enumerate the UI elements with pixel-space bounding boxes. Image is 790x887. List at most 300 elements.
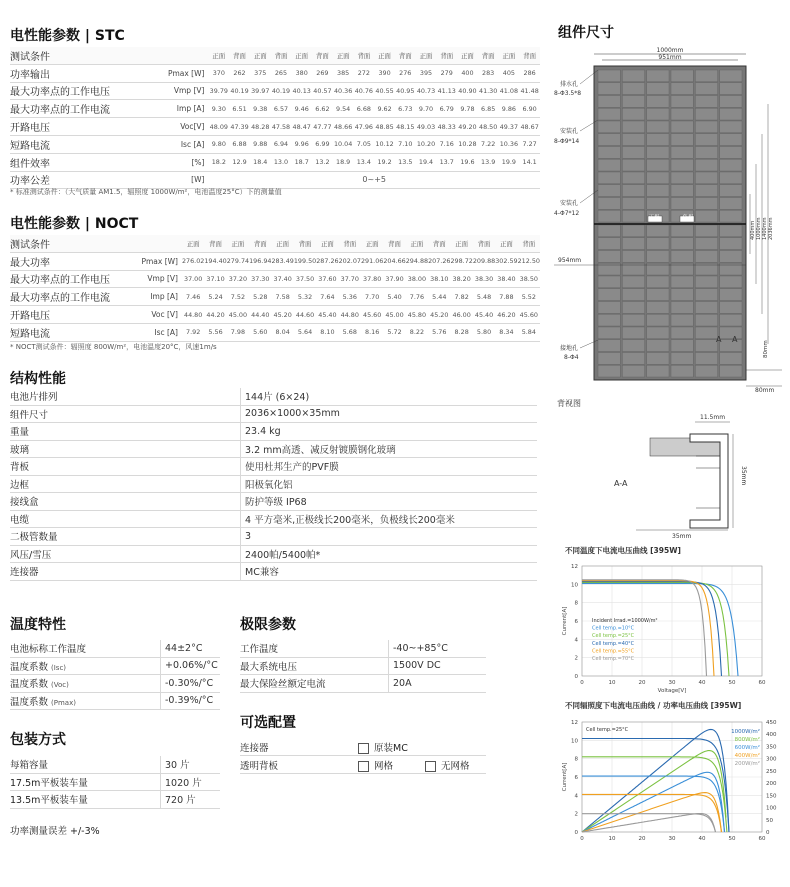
legend-entry: Cell temp.=70°C <box>592 656 635 662</box>
mech-row <box>10 458 537 476</box>
stc-value-cell: 10.36 <box>499 135 520 153</box>
x-tick-label: 50 <box>728 680 736 686</box>
noct-value-cell: 5.52 <box>518 288 540 306</box>
limits-row <box>240 675 486 693</box>
noct-value-cell: 44.20 <box>204 306 226 324</box>
noct-header-cell: 背面 <box>473 235 495 252</box>
solar-cell <box>598 70 620 82</box>
solar-cell <box>647 251 669 263</box>
stc-row <box>10 64 540 82</box>
packing-value: 30 片 <box>161 756 221 773</box>
stc-header-cell: 正面 <box>374 47 395 64</box>
packing-key-text: 13.5m平板装车量 <box>10 795 88 807</box>
noct-value-cell: 302.59 <box>495 252 517 270</box>
solar-cell <box>720 147 742 159</box>
noct-value-cell: 37.10 <box>204 270 226 288</box>
solar-cell <box>598 276 620 288</box>
solar-cell <box>647 327 669 339</box>
legend-entry: Incident Irrad.=1000W/m² <box>592 618 658 624</box>
iv-series-line <box>582 739 729 833</box>
solar-cell <box>695 96 717 108</box>
solar-cell <box>598 289 620 301</box>
vertical-dims <box>750 104 774 344</box>
stc-value-cell: 47.39 <box>229 118 250 136</box>
noct-value-cell: 5.68 <box>339 323 361 341</box>
noct-value-cell: 45.20 <box>271 306 293 324</box>
x-tick-label: 60 <box>758 836 766 842</box>
noct-row-label: 开路电压 <box>10 306 131 324</box>
mech-row <box>10 545 537 563</box>
solar-cell <box>598 340 620 352</box>
stc-header-label: 测试条件 <box>10 47 150 64</box>
stc-value-cell: 48.47 <box>291 118 312 136</box>
stc-row-unit: Vmp [V] <box>150 82 209 100</box>
solar-cell <box>695 121 717 133</box>
solar-cell <box>622 172 644 184</box>
mech-key-text: 重量 <box>10 427 30 439</box>
noct-value-cell: 294.88 <box>406 252 428 270</box>
noct-header-cell: 正面 <box>495 235 517 252</box>
noct-value-cell: 287.26 <box>316 252 338 270</box>
mech-row <box>10 510 537 528</box>
noct-value-cell: 37.90 <box>383 270 405 288</box>
packing-value: 1020 片 <box>161 773 221 791</box>
solar-cell <box>622 147 644 159</box>
stc-value-cell: 9.46 <box>291 100 312 118</box>
solar-cell <box>647 238 669 250</box>
limits-key <box>240 675 389 693</box>
stc-row-label: 开路电压 <box>10 118 150 136</box>
solar-cell <box>598 134 620 146</box>
noct-value-cell: 7.92 <box>182 323 204 341</box>
stc-value-cell: 48.67 <box>519 118 540 136</box>
noct-value-cell: 7.58 <box>271 288 293 306</box>
solar-cell <box>622 302 644 314</box>
backsheet-option-grid[interactable] <box>358 758 393 772</box>
noct-value-cell: 38.30 <box>473 270 495 288</box>
y-tick-label: 12 <box>571 720 578 726</box>
solar-cell <box>622 210 644 222</box>
stc-value-cell: 6.51 <box>229 100 250 118</box>
solar-cell <box>695 365 717 377</box>
stc-value-cell: 40.19 <box>271 82 292 100</box>
stc-value-cell: 41.48 <box>519 82 540 100</box>
connector-checkbox[interactable] <box>358 743 369 754</box>
solar-cell <box>598 353 620 365</box>
noct-value-cell: 37.00 <box>182 270 204 288</box>
connector-label: 连接器 <box>240 743 269 754</box>
solar-cell <box>720 353 742 365</box>
stc-row-label: 最大功率点的工作电压 <box>10 82 150 100</box>
solar-cell <box>671 365 693 377</box>
solar-cell <box>720 198 742 210</box>
mech-title: 结构性能 <box>10 371 66 387</box>
dim-951: 951mm <box>658 54 682 61</box>
noct-value-cell: 37.30 <box>249 270 271 288</box>
stc-table <box>10 47 540 189</box>
noct-value-cell: 37.70 <box>339 270 361 288</box>
stc-value-cell: 10.28 <box>457 135 478 153</box>
mech-key <box>10 510 241 528</box>
noct-value-cell: 45.00 <box>383 306 405 324</box>
mech-value: 使用杜邦生产的PVF膜 <box>241 458 538 476</box>
solar-cell <box>695 185 717 197</box>
solar-cell <box>598 238 620 250</box>
limits-row <box>240 657 486 675</box>
mech-value: 2400帕/5400帕* <box>241 545 538 563</box>
mech-key <box>10 440 241 458</box>
y2-tick-label: 400 <box>766 732 777 739</box>
solar-cell <box>598 327 620 339</box>
solar-cell <box>695 70 717 82</box>
stc-value-cell: 286 <box>519 64 540 82</box>
stc-value-cell: 7.22 <box>478 135 499 153</box>
solar-cell <box>671 172 693 184</box>
noct-header-cell: 正面 <box>316 235 338 252</box>
stc-value-cell: 49.20 <box>457 118 478 136</box>
stc-value-cell: 41.13 <box>436 82 457 100</box>
ground-hole-label: 接地孔 <box>560 345 579 352</box>
solar-cell <box>647 289 669 301</box>
solar-cell <box>647 70 669 82</box>
noct-row <box>10 288 540 306</box>
solar-cell <box>598 159 620 171</box>
solar-cell <box>720 159 742 171</box>
noct-value-cell: 7.46 <box>182 288 204 306</box>
noct-header-cell: 背面 <box>249 235 271 252</box>
solar-cell <box>671 302 693 314</box>
negative-label: 负极 <box>682 215 694 221</box>
temp-table <box>10 640 220 710</box>
y-tick-label: 6 <box>574 775 578 781</box>
noct-value-cell: 44.80 <box>339 306 361 324</box>
noct-row <box>10 252 540 270</box>
temp-key <box>10 640 161 657</box>
stc-row <box>10 82 540 100</box>
solar-cell <box>622 198 644 210</box>
section-mark-a2: A <box>716 335 722 344</box>
legend-entry: Cell temp.=25°C <box>592 633 635 640</box>
solar-cell <box>647 365 669 377</box>
solar-cell <box>671 108 693 120</box>
mount-hole-label: 安装孔 <box>560 128 579 135</box>
noct-value-cell: 276.02 <box>182 252 204 270</box>
stc-value-cell: 9.70 <box>416 100 437 118</box>
solar-cell <box>695 276 717 288</box>
stc-value-cell: 18.2 <box>208 153 229 171</box>
stc-value-cell: 276 <box>395 64 416 82</box>
stc-header-cell: 背面 <box>436 47 457 64</box>
y-tick-label: 8 <box>574 600 578 607</box>
x-tick-label: 0 <box>580 836 584 842</box>
mech-value: 阳极氧化铝 <box>241 475 538 493</box>
stc-value-cell: 49.37 <box>499 118 520 136</box>
drawing-title: 组件尺寸 <box>558 25 614 41</box>
solar-cell <box>671 147 693 159</box>
y2-tick-label: 150 <box>766 793 777 800</box>
dim-35-h: 35mm <box>740 466 747 486</box>
stc-value-cell: 40.57 <box>312 82 333 100</box>
solar-cell <box>695 198 717 210</box>
solar-cell <box>647 96 669 108</box>
solar-cell <box>671 314 693 326</box>
y2-tick-label: 350 <box>766 744 777 751</box>
stc-value-cell: 385 <box>333 64 354 82</box>
y-tick-label: 2 <box>574 811 578 818</box>
stc-value-cell: 47.77 <box>312 118 333 136</box>
solar-cell <box>647 134 669 146</box>
limits-key-text: 最大保险丝额定电流 <box>240 679 326 691</box>
noct-note: * NOCT测试条件：辐照度 800W/m²，电池温度20°C，风速1m/s <box>10 343 217 351</box>
stc-value-cell: 10.04 <box>333 135 354 153</box>
stc-header-cell: 背面 <box>271 47 292 64</box>
noct-value-cell: 44.40 <box>249 306 271 324</box>
limits-key <box>240 657 389 675</box>
noct-value-cell: 45.00 <box>227 306 249 324</box>
chart2-title: 不同辐照度下电流电压曲线 / 功率电压曲线 [395W] <box>565 701 742 710</box>
noct-value-cell: 38.20 <box>450 270 472 288</box>
mech-value: MC兼容 <box>241 563 538 581</box>
temp-value: -0.39%/°C <box>161 692 221 710</box>
noct-value-cell: 46.20 <box>495 306 517 324</box>
solar-cell <box>671 96 693 108</box>
solar-cell <box>720 172 742 184</box>
stc-value-cell: 10.12 <box>374 135 395 153</box>
noct-value-cell: 45.20 <box>428 306 450 324</box>
stc-header-cell: 正面 <box>333 47 354 64</box>
noct-value-cell: 8.04 <box>271 323 293 341</box>
solar-cell <box>622 96 644 108</box>
dim-80-side: 80mm <box>763 340 769 358</box>
stc-value-cell: 6.73 <box>395 100 416 118</box>
solar-cell <box>720 289 742 301</box>
limits-key-text: 工作温度 <box>240 644 279 656</box>
y2-tick-label: 250 <box>766 768 777 775</box>
noct-value-cell: 8.16 <box>361 323 383 341</box>
noct-row-label: 短路电流 <box>10 323 131 341</box>
limits-row <box>240 640 486 657</box>
stc-value-cell: 40.76 <box>353 82 374 100</box>
solar-cell <box>695 251 717 263</box>
solar-cell <box>598 147 620 159</box>
stc-value-cell: 6.94 <box>271 135 292 153</box>
solar-cell <box>720 251 742 263</box>
dim-35-w: 35mm <box>672 533 692 540</box>
solar-cell <box>695 134 717 146</box>
noct-value-cell: 8.34 <box>495 323 517 341</box>
noct-row-unit: Pmax [W] <box>131 252 182 270</box>
stc-value-cell: 48.85 <box>374 118 395 136</box>
stc-value-cell: 40.13 <box>291 82 312 100</box>
limits-key-text: 最大系统电压 <box>240 661 298 673</box>
solar-cell <box>622 134 644 146</box>
y-tick-label: 4 <box>574 637 578 644</box>
stc-value-cell: 265 <box>271 64 292 82</box>
noct-value-cell: 44.80 <box>182 306 204 324</box>
noct-row-label: 最大功率点的工作电流 <box>10 288 131 306</box>
stc-value-cell: 39.79 <box>208 82 229 100</box>
noct-title: 电性能参数 | NOCT <box>10 216 139 232</box>
ground-hole-spec: 8-Φ4 <box>564 354 579 361</box>
noct-value-cell: 45.60 <box>518 306 540 324</box>
limits-table <box>240 640 486 693</box>
noct-value-cell: 37.40 <box>271 270 293 288</box>
stc-row-unit: [W] <box>150 171 209 189</box>
solar-cell <box>622 83 644 95</box>
noct-value-cell: 5.44 <box>428 288 450 306</box>
legend-entry: 800W/m² <box>734 737 760 743</box>
power-series-line <box>582 793 722 832</box>
solar-cell <box>647 276 669 288</box>
stc-header-cell: 正面 <box>291 47 312 64</box>
temp-key-text: 温度系数 <box>10 679 49 691</box>
solar-cell <box>671 70 693 82</box>
stc-value-cell: 40.55 <box>374 82 395 100</box>
options-title: 可选配置 <box>240 715 296 731</box>
stc-header-cell: 背面 <box>312 47 333 64</box>
grid-checkbox[interactable] <box>358 761 369 772</box>
iv-temp-chart <box>560 558 785 698</box>
noct-value-cell: 7.76 <box>406 288 428 306</box>
y2-tick-label: 450 <box>766 720 777 726</box>
noct-value-cell: 8.28 <box>450 323 472 341</box>
noct-value-cell: 283.49 <box>271 252 293 270</box>
stc-row-label: 功率公差 <box>10 171 150 189</box>
legend-entry: Cell temp.=10°C <box>592 625 635 632</box>
stc-value-cell: 13.5 <box>395 153 416 171</box>
stc-value-cell: 6.88 <box>229 135 250 153</box>
solar-cell <box>720 365 742 377</box>
stc-value-cell: 9.86 <box>499 100 520 118</box>
stc-row-unit: Pmax [W] <box>150 64 209 82</box>
solar-cell <box>695 172 717 184</box>
mech-row <box>10 388 537 405</box>
backsheet-option-nogrid[interactable] <box>425 758 470 772</box>
mech-key-text: 二极管数量 <box>10 532 58 544</box>
solar-cell <box>598 108 620 120</box>
y2-tick-label: 300 <box>766 756 777 763</box>
stc-value-cell: 9.38 <box>250 100 271 118</box>
mech-key-text: 电池片排列 <box>10 392 58 404</box>
noct-header-cell: 背面 <box>518 235 540 252</box>
stc-row <box>10 100 540 118</box>
solar-cell <box>720 302 742 314</box>
stc-value-cell: 47.58 <box>271 118 292 136</box>
solar-cell <box>671 340 693 352</box>
packing-table <box>10 756 220 809</box>
packing-key <box>10 773 161 791</box>
noct-value-cell: 7.82 <box>450 288 472 306</box>
noct-row-label: 最大功率 <box>10 252 131 270</box>
mech-row <box>10 563 537 581</box>
connector-option[interactable] <box>358 740 408 754</box>
temp-key <box>10 692 161 710</box>
y-tick-label: 0 <box>574 830 578 836</box>
solar-cell <box>720 314 742 326</box>
temp-key-text: 温度系数 <box>10 696 49 708</box>
solar-cell <box>598 365 620 377</box>
grid-option-label: 网格 <box>374 761 394 772</box>
solar-cell <box>695 108 717 120</box>
legend-entry: 1000W/m² <box>731 729 760 735</box>
chart1-title: 不同温度下电流电压曲线 [395W] <box>565 546 681 555</box>
stc-value-cell: 40.90 <box>457 82 478 100</box>
stc-value-cell: 48.15 <box>395 118 416 136</box>
stc-value-cell: 18.4 <box>250 153 271 171</box>
stc-header-cell: 背面 <box>353 47 374 64</box>
noct-value-cell: 45.40 <box>316 306 338 324</box>
solar-cell <box>622 225 644 237</box>
solar-cell <box>598 251 620 263</box>
noct-header-cell: 正面 <box>361 235 383 252</box>
stc-row <box>10 153 540 171</box>
solar-cell <box>695 225 717 237</box>
noct-value-cell: 38.10 <box>428 270 450 288</box>
noct-header-cell: 正面 <box>406 235 428 252</box>
mech-key-text: 背板 <box>10 462 30 474</box>
stc-value-cell: 7.16 <box>436 135 457 153</box>
noct-table <box>10 235 540 342</box>
mech-row <box>10 528 537 546</box>
noct-value-cell: 207.26 <box>428 252 450 270</box>
stc-value-cell: 6.85 <box>478 100 499 118</box>
stc-value-cell: 10.20 <box>416 135 437 153</box>
packing-key <box>10 756 161 773</box>
packing-key <box>10 791 161 809</box>
power-series-line <box>582 772 725 832</box>
packing-row <box>10 756 220 773</box>
y2-tick-label: 200 <box>766 781 777 788</box>
y-tick-label: 10 <box>571 582 578 589</box>
nogrid-checkbox[interactable] <box>425 761 436 772</box>
solar-cell <box>695 353 717 365</box>
mech-key <box>10 475 241 493</box>
noct-row-unit: Isc [A] <box>131 323 182 341</box>
x-tick-label: 20 <box>638 680 646 686</box>
noct-value-cell: 202.07 <box>339 252 361 270</box>
temp-key-sub: (Voc) <box>51 681 69 690</box>
noct-header-cell: 背面 <box>204 235 226 252</box>
solar-cell <box>720 210 742 222</box>
section-mark-a: A <box>732 335 738 344</box>
solar-cell <box>647 83 669 95</box>
stc-value-cell: 262 <box>229 64 250 82</box>
solar-cell <box>598 96 620 108</box>
back-view-label: 背视图 <box>557 399 581 408</box>
noct-value-cell: 196.94 <box>249 252 271 270</box>
mech-key-text: 风压/雪压 <box>10 549 52 561</box>
stc-value-cell: 48.50 <box>478 118 499 136</box>
stc-header-cell: 正面 <box>457 47 478 64</box>
noct-row-unit: Vmp [V] <box>131 270 182 288</box>
temp-row <box>10 640 220 657</box>
noct-value-cell: 38.40 <box>495 270 517 288</box>
temp-row <box>10 675 220 693</box>
noct-value-cell: 5.28 <box>249 288 271 306</box>
noct-value-cell: 5.76 <box>428 323 450 341</box>
stc-row <box>10 118 540 136</box>
stc-header-cell: 正面 <box>416 47 437 64</box>
y2-tick-label: 50 <box>766 817 773 824</box>
solar-cell <box>720 276 742 288</box>
noct-header-cell: 正面 <box>227 235 249 252</box>
noct-value-cell: 44.60 <box>294 306 316 324</box>
stc-value-cell: 6.90 <box>519 100 540 118</box>
noct-row <box>10 270 540 288</box>
noct-value-cell: 7.64 <box>316 288 338 306</box>
stc-header-cell: 背面 <box>478 47 499 64</box>
temp-key-sub: (Isc) <box>51 663 67 672</box>
